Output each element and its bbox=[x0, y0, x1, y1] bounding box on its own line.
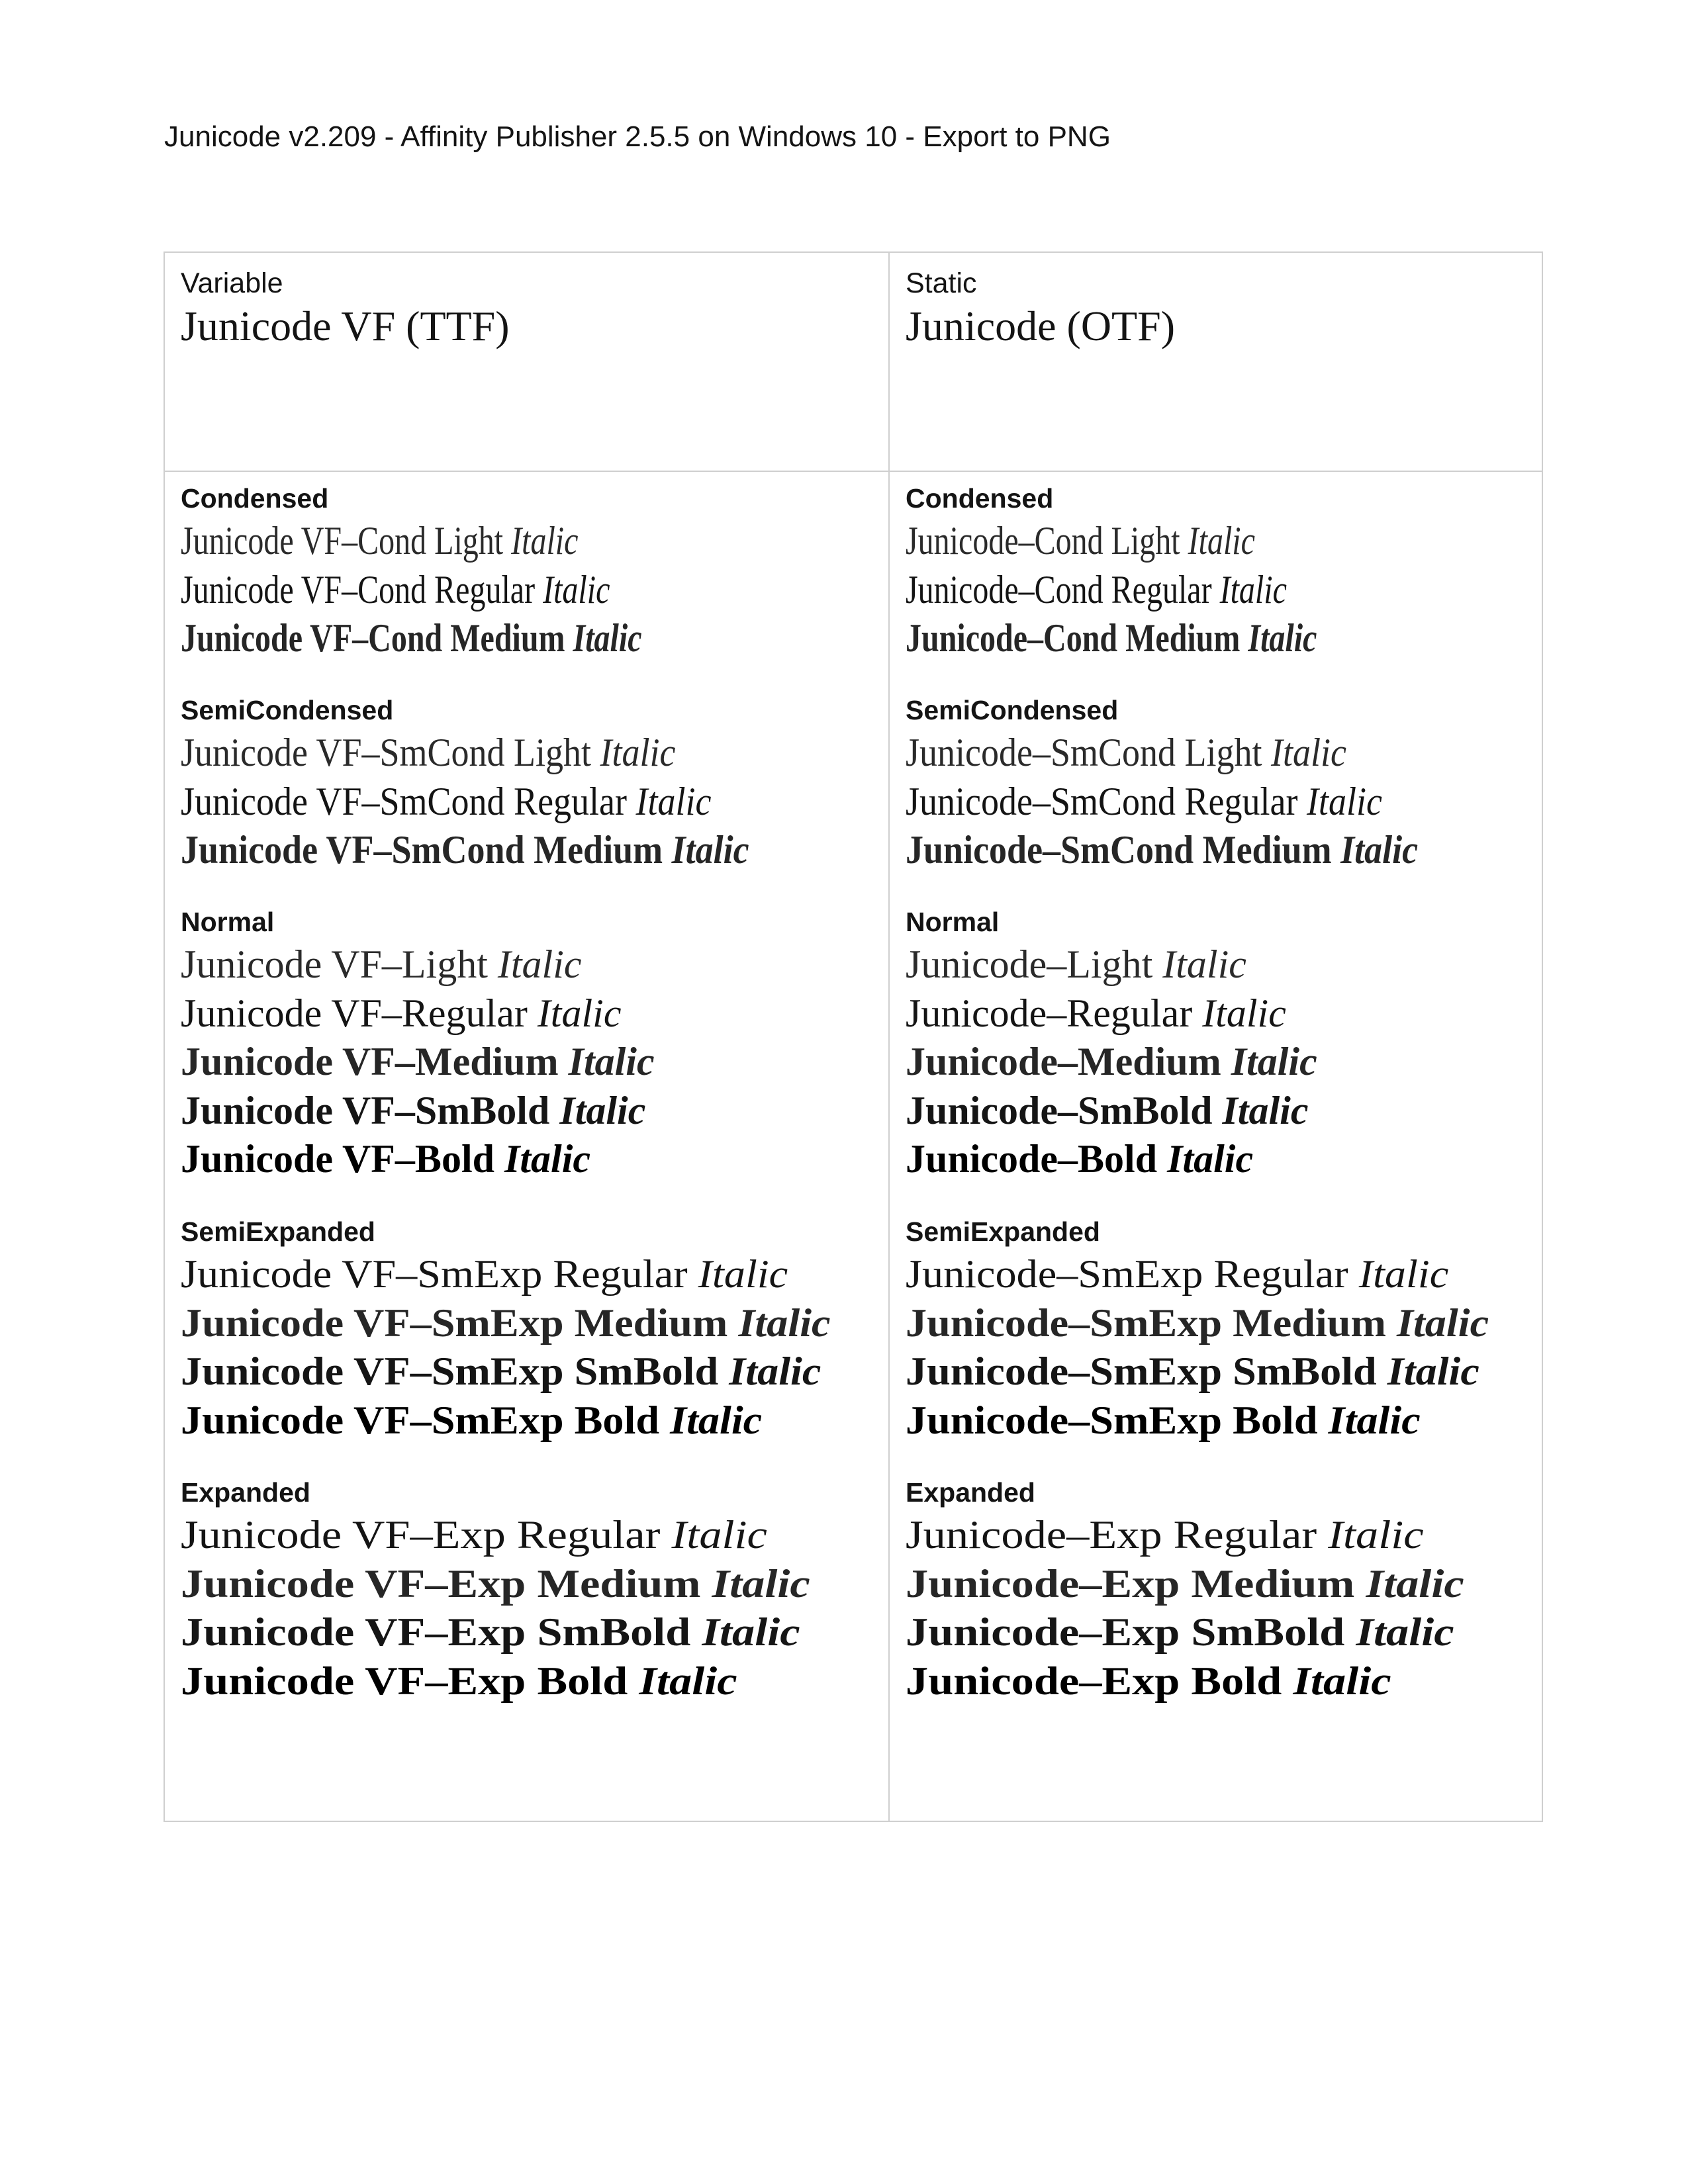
font-sample-line: Junicode–SmCond Regular Italic bbox=[906, 779, 1382, 823]
column-font-name: Junicode (OTF) bbox=[906, 302, 1176, 349]
font-sample-line: Junicode VF–SmExp Bold Italic bbox=[181, 1398, 763, 1442]
group-label: Expanded bbox=[181, 1477, 310, 1508]
font-sample-line: Junicode–Bold Italic bbox=[906, 1137, 1254, 1181]
font-sample-line: Junicode–Cond Light Italic bbox=[906, 519, 1255, 563]
font-sample-line: Junicode VF–SmExp Medium Italic bbox=[181, 1300, 831, 1345]
font-sample-line: Junicode–Exp Regular Italic bbox=[906, 1513, 1424, 1557]
font-sample-line: Junicode VF–Exp SmBold Italic bbox=[181, 1610, 800, 1655]
font-sample-line: Junicode VF–SmCond Regular Italic bbox=[181, 779, 712, 823]
font-sample-line: Junicode–Exp SmBold Italic bbox=[906, 1610, 1454, 1655]
font-sample-line: Junicode–Cond Medium Italic bbox=[906, 616, 1317, 660]
font-sample-line: Junicode VF–Exp Bold Italic bbox=[181, 1659, 737, 1703]
variable-column-samples bbox=[165, 472, 890, 1821]
font-sample-line: Junicode VF–Medium Italic bbox=[181, 1040, 655, 1084]
font-sample-line: Junicode–Exp Bold Italic bbox=[906, 1659, 1391, 1703]
variable-column-header bbox=[165, 253, 890, 472]
group-label: Normal bbox=[181, 907, 275, 937]
group-semiexpanded bbox=[181, 1213, 872, 1474]
font-sample-line: Junicode VF–Cond Light Italic bbox=[181, 519, 579, 563]
font-sample-line: Junicode VF–Exp Medium Italic bbox=[181, 1561, 810, 1606]
font-sample-line: Junicode VF–Regular Italic bbox=[181, 991, 622, 1035]
font-sample-line: Junicode–Exp Medium Italic bbox=[906, 1561, 1464, 1606]
group-condensed bbox=[181, 480, 872, 692]
font-sample-line: Junicode VF–Cond Regular Italic bbox=[181, 567, 610, 612]
group-label: Normal bbox=[906, 907, 1000, 937]
font-sample-line: Junicode–SmExp Medium Italic bbox=[906, 1300, 1489, 1345]
group-label: SemiExpanded bbox=[181, 1216, 375, 1247]
font-sample-line: Junicode–SmCond Medium Italic bbox=[906, 828, 1419, 872]
font-sample-line: Junicode–Regular Italic bbox=[906, 991, 1286, 1035]
static-column-header bbox=[890, 253, 1542, 472]
group-semiexpanded bbox=[906, 1213, 1526, 1474]
group-normal bbox=[906, 903, 1526, 1213]
group-expanded bbox=[181, 1474, 872, 1735]
font-comparison-table bbox=[164, 251, 1543, 1822]
group-label: SemiExpanded bbox=[906, 1216, 1100, 1247]
group-expanded bbox=[906, 1474, 1526, 1735]
group-normal bbox=[181, 903, 872, 1213]
font-sample-line: Junicode–Medium Italic bbox=[906, 1040, 1317, 1084]
font-sample-line: Junicode VF–SmCond Light Italic bbox=[181, 731, 676, 774]
font-sample-line: Junicode–SmBold Italic bbox=[906, 1088, 1309, 1132]
group-condensed bbox=[906, 480, 1526, 692]
column-font-name: Junicode VF (TTF) bbox=[181, 302, 510, 349]
group-semicondensed bbox=[906, 692, 1526, 903]
font-sample-line: Junicode VF–SmCond Medium Italic bbox=[181, 828, 749, 872]
column-kind-label: Static bbox=[906, 267, 977, 299]
group-label: Expanded bbox=[906, 1477, 1035, 1508]
column-kind-label: Variable bbox=[181, 267, 283, 299]
group-label: SemiCondensed bbox=[181, 695, 394, 725]
font-sample-line: Junicode–Light Italic bbox=[906, 942, 1246, 986]
page-title: Junicode v2.209 - Affinity Publisher 2.5.5 on Windows 10 - Export to PNG bbox=[164, 120, 1111, 153]
font-sample-line: Junicode–Cond Regular Italic bbox=[906, 567, 1287, 612]
font-sample-line: Junicode VF–SmExp Regular Italic bbox=[181, 1252, 788, 1296]
static-column-samples bbox=[890, 472, 1542, 1821]
font-sample-line: Junicode VF–SmExp SmBold Italic bbox=[181, 1349, 821, 1394]
font-sample-line: Junicode VF–Light Italic bbox=[181, 942, 582, 986]
font-sample-line: Junicode–SmCond Light Italic bbox=[906, 731, 1346, 774]
font-sample-line: Junicode–SmExp SmBold Italic bbox=[906, 1349, 1479, 1394]
font-sample-line: Junicode–SmExp Bold Italic bbox=[906, 1398, 1421, 1442]
font-sample-line: Junicode VF–Exp Regular Italic bbox=[181, 1513, 767, 1557]
group-label: Condensed bbox=[906, 483, 1054, 514]
font-sample-line: Junicode VF–Bold Italic bbox=[181, 1137, 590, 1181]
group-label: SemiCondensed bbox=[906, 695, 1119, 725]
font-sample-line: Junicode VF–SmBold Italic bbox=[181, 1088, 646, 1132]
font-sample-line: Junicode–SmExp Regular Italic bbox=[906, 1252, 1449, 1296]
group-label: Condensed bbox=[181, 483, 329, 514]
font-sample-line: Junicode VF–Cond Medium Italic bbox=[181, 616, 642, 660]
group-semicondensed bbox=[181, 692, 872, 903]
